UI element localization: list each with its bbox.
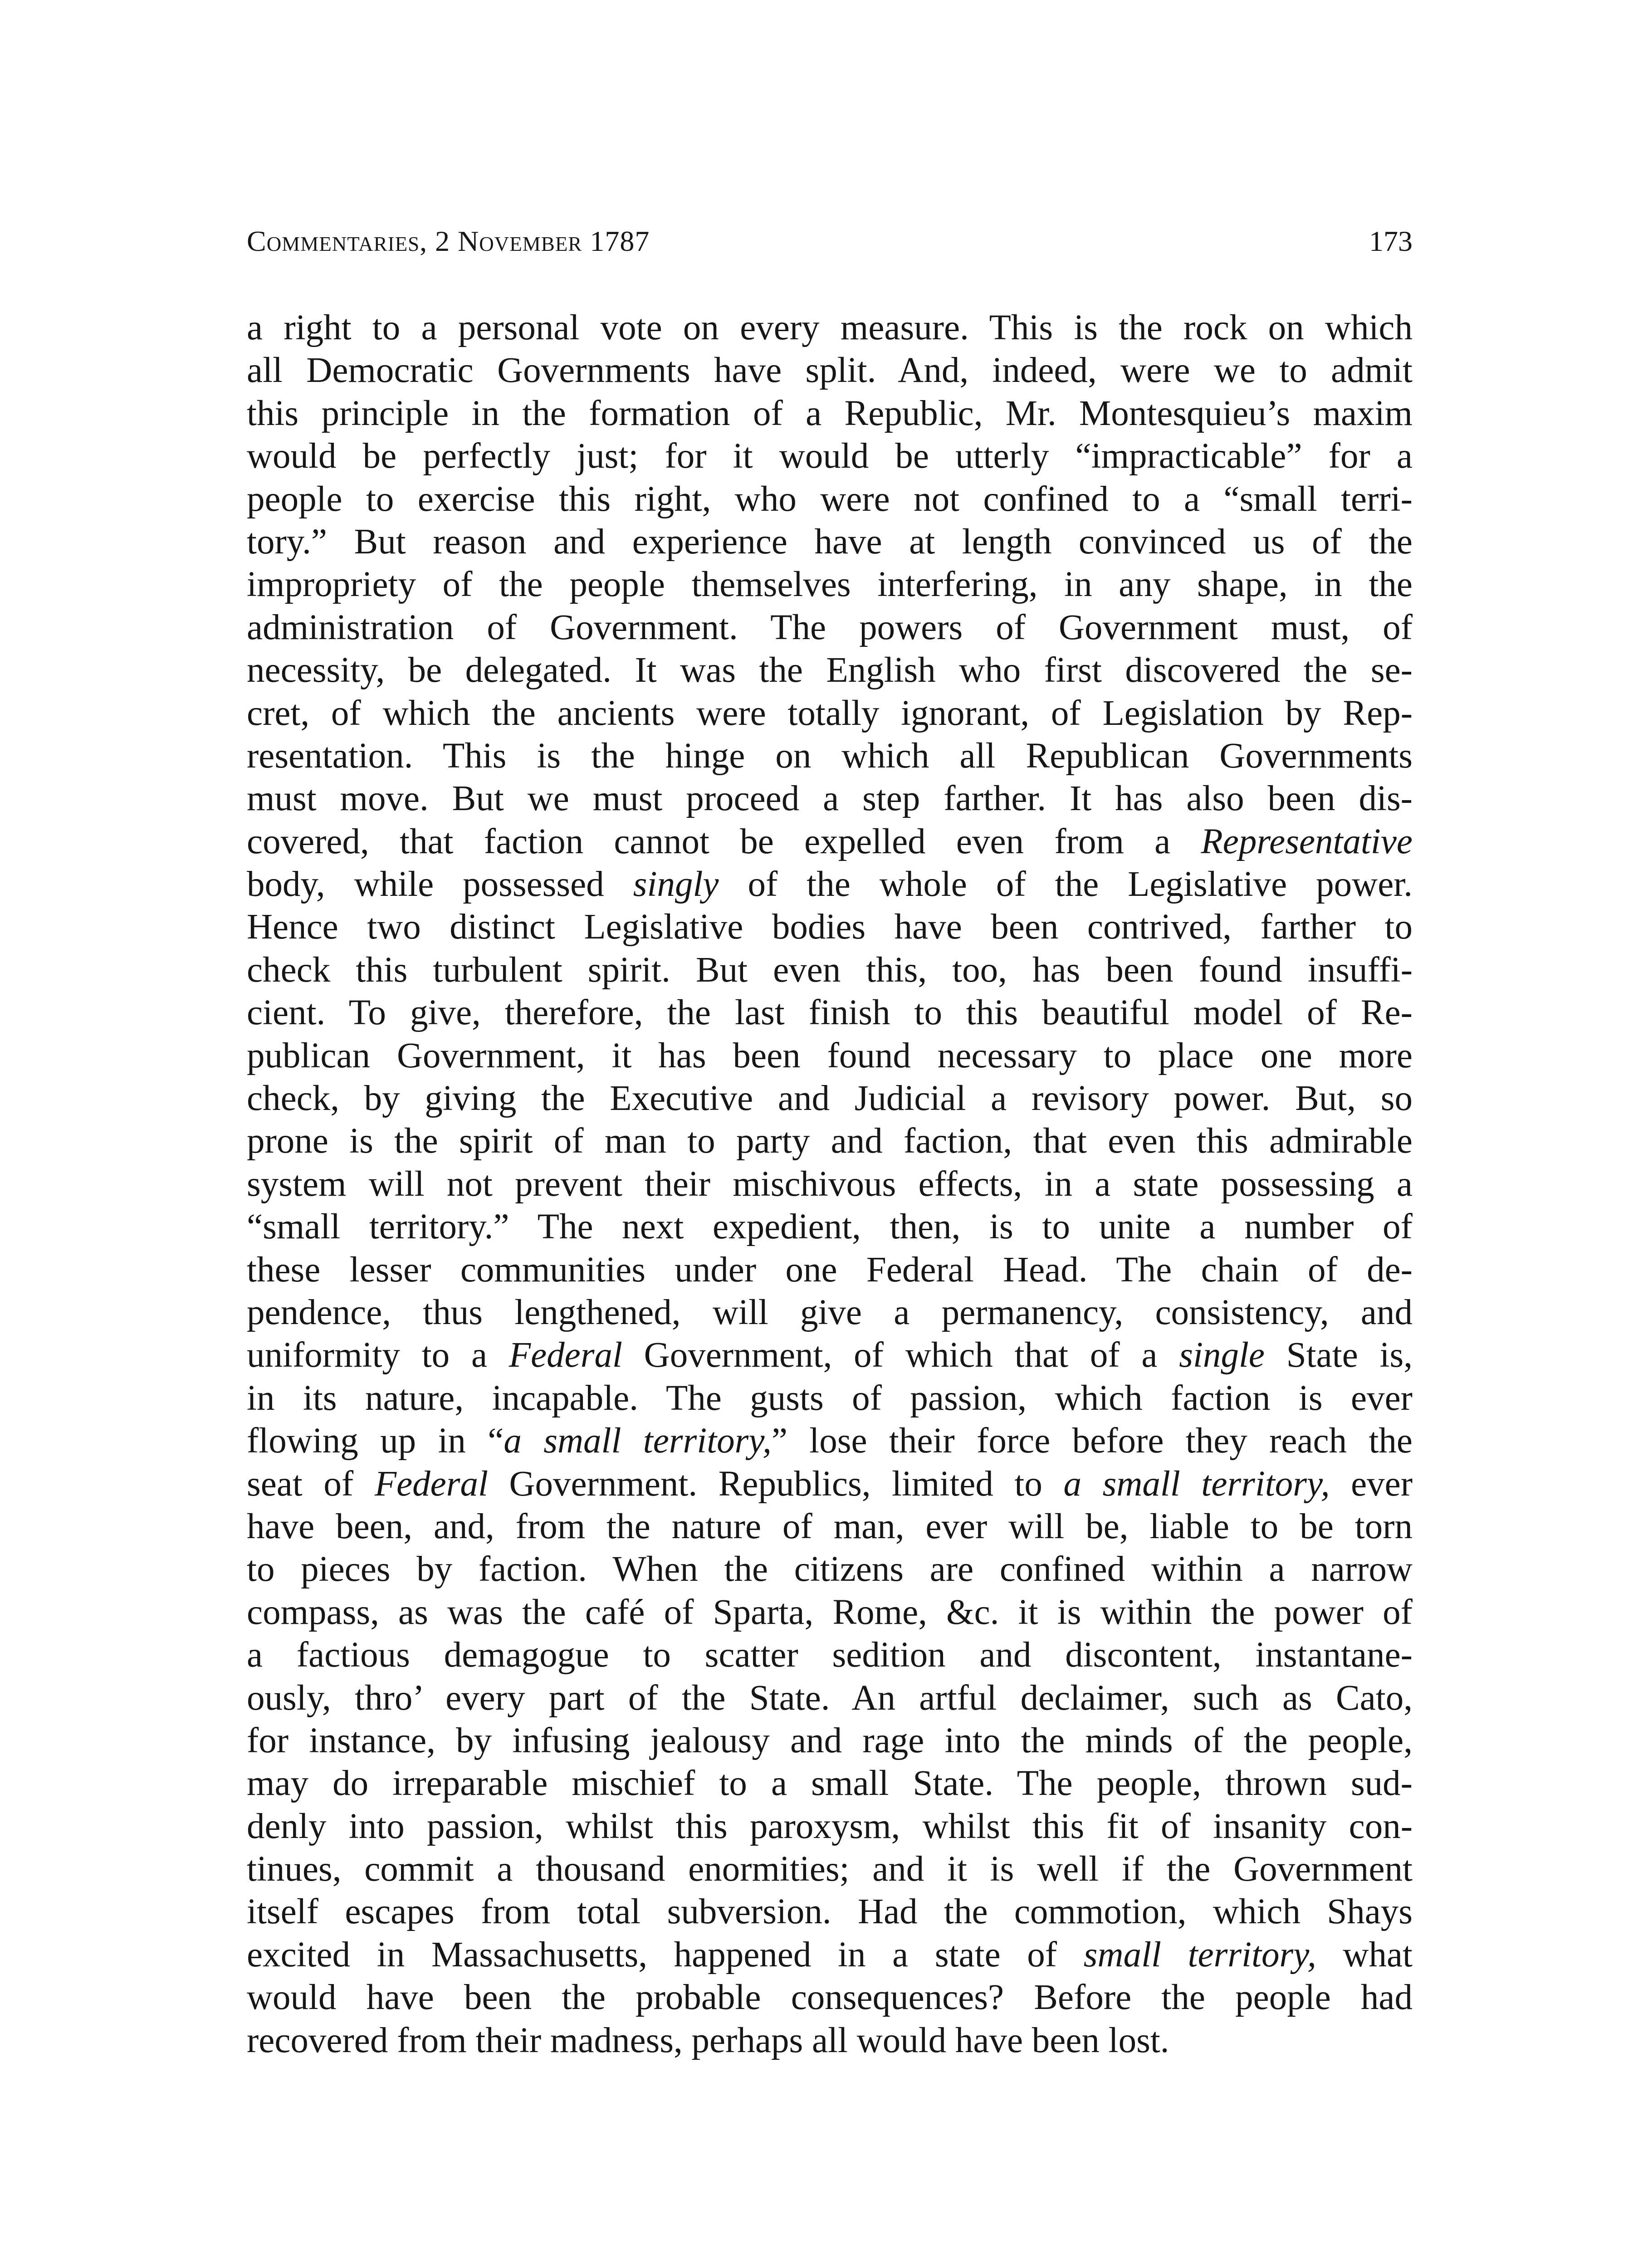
text-segment: for instance, by infusing jealousy and rage into the minds of the people,: [247, 1721, 1413, 1760]
text-segment: cret, of which the ancients were totally ignorant, of Legislation by Rep-: [247, 693, 1413, 733]
text-line: [247, 1463, 1413, 1505]
text-segment: “small territory.” The next expedient, then, is to unite a number of: [247, 1207, 1413, 1247]
italic-text-segment: a small territory,: [504, 1421, 772, 1461]
text-line: [247, 435, 1413, 478]
text-segment: recovered from their madness, perhaps all would have been lost.: [247, 2020, 1169, 2060]
running-head-title: Commentaries, 2 November 1787: [247, 225, 650, 257]
text-segment: State is,: [1265, 1335, 1413, 1375]
text-segment: seat of: [247, 1464, 375, 1504]
italic-text-segment: Representative: [1201, 821, 1413, 861]
text-segment: would have been the probable consequences? Before the people had: [247, 1978, 1413, 2018]
text-segment: these lesser communities under one Federal Head. The chain of de-: [247, 1250, 1413, 1290]
text-segment: Government, of which that of a: [622, 1335, 1179, 1375]
text-line: [247, 2019, 1413, 2062]
text-line: [247, 1291, 1413, 1334]
text-line: [247, 1548, 1413, 1591]
italic-text-segment: singly: [633, 865, 719, 904]
text-line: [247, 1677, 1413, 1720]
text-line: [247, 1591, 1413, 1634]
running-head: [247, 219, 1413, 264]
text-segment: administration of Government. The powers of Government must, of: [247, 607, 1413, 647]
text-line: [247, 307, 1413, 349]
text-segment: uniformity to a: [247, 1335, 509, 1375]
text-line: [247, 1976, 1413, 2019]
text-segment: necessity, be delegated. It was the English who first discovered the se-: [247, 650, 1413, 690]
text-segment: all Democratic Governments have split. And, indeed, were we to admit: [247, 351, 1413, 391]
text-segment: would be perfectly just; for it would be utterly “impracticable” for a: [247, 436, 1413, 476]
italic-text-segment: single: [1179, 1335, 1265, 1375]
text-line: [247, 821, 1413, 863]
text-segment: may do irreparable mischief to a small State. The people, thrown sud-: [247, 1764, 1413, 1804]
text-segment: ” lose their force before they reach the: [771, 1421, 1413, 1461]
text-line: [247, 1891, 1413, 1933]
text-line: [247, 735, 1413, 777]
text-segment: a factious demagogue to scatter sedition and discontent, instantane-: [247, 1635, 1413, 1675]
text-segment: Hence two distinct Legislative bodies have been contrived, farther to: [247, 907, 1413, 947]
text-segment: of the whole of the Legislative power.: [719, 865, 1413, 904]
italic-text-segment: a small territory,: [1063, 1464, 1330, 1504]
text-segment: must move. But we must proceed a step farther. It has also been dis-: [247, 779, 1413, 819]
text-segment: pendence, thus lengthened, will give a permanency, consistency, and: [247, 1292, 1413, 1332]
text-segment: publican Government, it has been found necessary to place one more: [247, 1036, 1413, 1075]
text-segment: to pieces by faction. When the citizens are confined within a narrow: [247, 1549, 1413, 1589]
text-line: [247, 349, 1413, 392]
text-segment: prone is the spirit of man to party and faction, that even this admirable: [247, 1121, 1413, 1161]
text-line: [247, 1848, 1413, 1891]
text-segment: what: [1316, 1935, 1413, 1975]
text-line: [247, 392, 1413, 435]
text-line: [247, 1249, 1413, 1291]
text-segment: ously, thro’ every part of the State. An artful declaimer, such as Cato,: [247, 1678, 1413, 1718]
text-line: [247, 1334, 1413, 1377]
text-segment: itself escapes from total subversion. Had the commotion, which Shays: [247, 1892, 1413, 1932]
text-line: [247, 649, 1413, 692]
text-segment: covered, that faction cannot be expelled even from a: [247, 821, 1201, 861]
text-segment: tory.” But reason and experience have at length convinced us of the: [247, 522, 1413, 562]
text-line: [247, 692, 1413, 735]
text-segment: check this turbulent spirit. But even this, too, has been found insuffi-: [247, 950, 1413, 990]
text-line: [247, 1035, 1413, 1077]
page-number: 173: [1369, 225, 1413, 257]
text-segment: people to exercise this right, who were not confined to a “small terri-: [247, 479, 1413, 519]
text-segment: this principle in the formation of a Republic, Mr. Montesquieu’s maxim: [247, 393, 1413, 433]
text-segment: flowing up in “: [247, 1421, 504, 1461]
text-line: [247, 863, 1413, 906]
text-segment: cient. To give, therefore, the last finish to this beautiful model of Re-: [247, 993, 1413, 1033]
text-segment: a right to a personal vote on every measure. This is the rock on which: [247, 308, 1413, 347]
text-line: [247, 949, 1413, 992]
italic-text-segment: Federal: [374, 1464, 488, 1504]
text-line: [247, 1720, 1413, 1762]
text-segment: body, while possessed: [247, 865, 633, 904]
italic-text-segment: Federal: [508, 1335, 622, 1375]
text-line: [247, 1077, 1413, 1120]
text-segment: compass, as was the café of Sparta, Rome, &c. it is within the power of: [247, 1592, 1413, 1632]
text-segment: denly into passion, whilst this paroxysm, whilst this fit of insanity con-: [247, 1806, 1413, 1846]
text-line: [247, 1206, 1413, 1248]
text-segment: tinues, commit a thousand enormities; and it is well if the Government: [247, 1849, 1413, 1889]
text-segment: in its nature, incapable. The gusts of passion, which faction is ever: [247, 1378, 1413, 1418]
text-segment: check, by giving the Executive and Judicial a revisory power. But, so: [247, 1079, 1413, 1119]
text-segment: resentation. This is the hinge on which all Republican Governments: [247, 736, 1413, 776]
text-segment: have been, and, from the nature of man, ever will be, liable to be torn: [247, 1506, 1413, 1546]
text-line: [247, 1634, 1413, 1677]
text-segment: ever: [1330, 1464, 1413, 1504]
text-line: [247, 1505, 1413, 1548]
text-segment: Government. Republics, limited to: [488, 1464, 1064, 1504]
italic-text-segment: small territory,: [1083, 1935, 1316, 1975]
text-segment: excited in Massachusetts, happened in a state of: [247, 1935, 1084, 1975]
text-line: [247, 992, 1413, 1034]
body-text: [247, 307, 1413, 2062]
text-line: [247, 906, 1413, 948]
text-segment: impropriety of the people themselves interfering, in any shape, in the: [247, 565, 1413, 605]
text-line: [247, 1934, 1413, 1976]
text-line: [247, 777, 1413, 820]
text-line: [247, 478, 1413, 521]
text-line: [247, 606, 1413, 649]
text-line: [247, 1377, 1413, 1420]
text-line: [247, 1163, 1413, 1206]
text-line: [247, 563, 1413, 606]
text-line: [247, 521, 1413, 563]
text-line: [247, 1762, 1413, 1805]
text-line: [247, 1805, 1413, 1848]
text-line: [247, 1420, 1413, 1462]
text-line: [247, 1120, 1413, 1163]
text-segment: system will not prevent their mischivous effects, in a state possessing a: [247, 1164, 1413, 1204]
